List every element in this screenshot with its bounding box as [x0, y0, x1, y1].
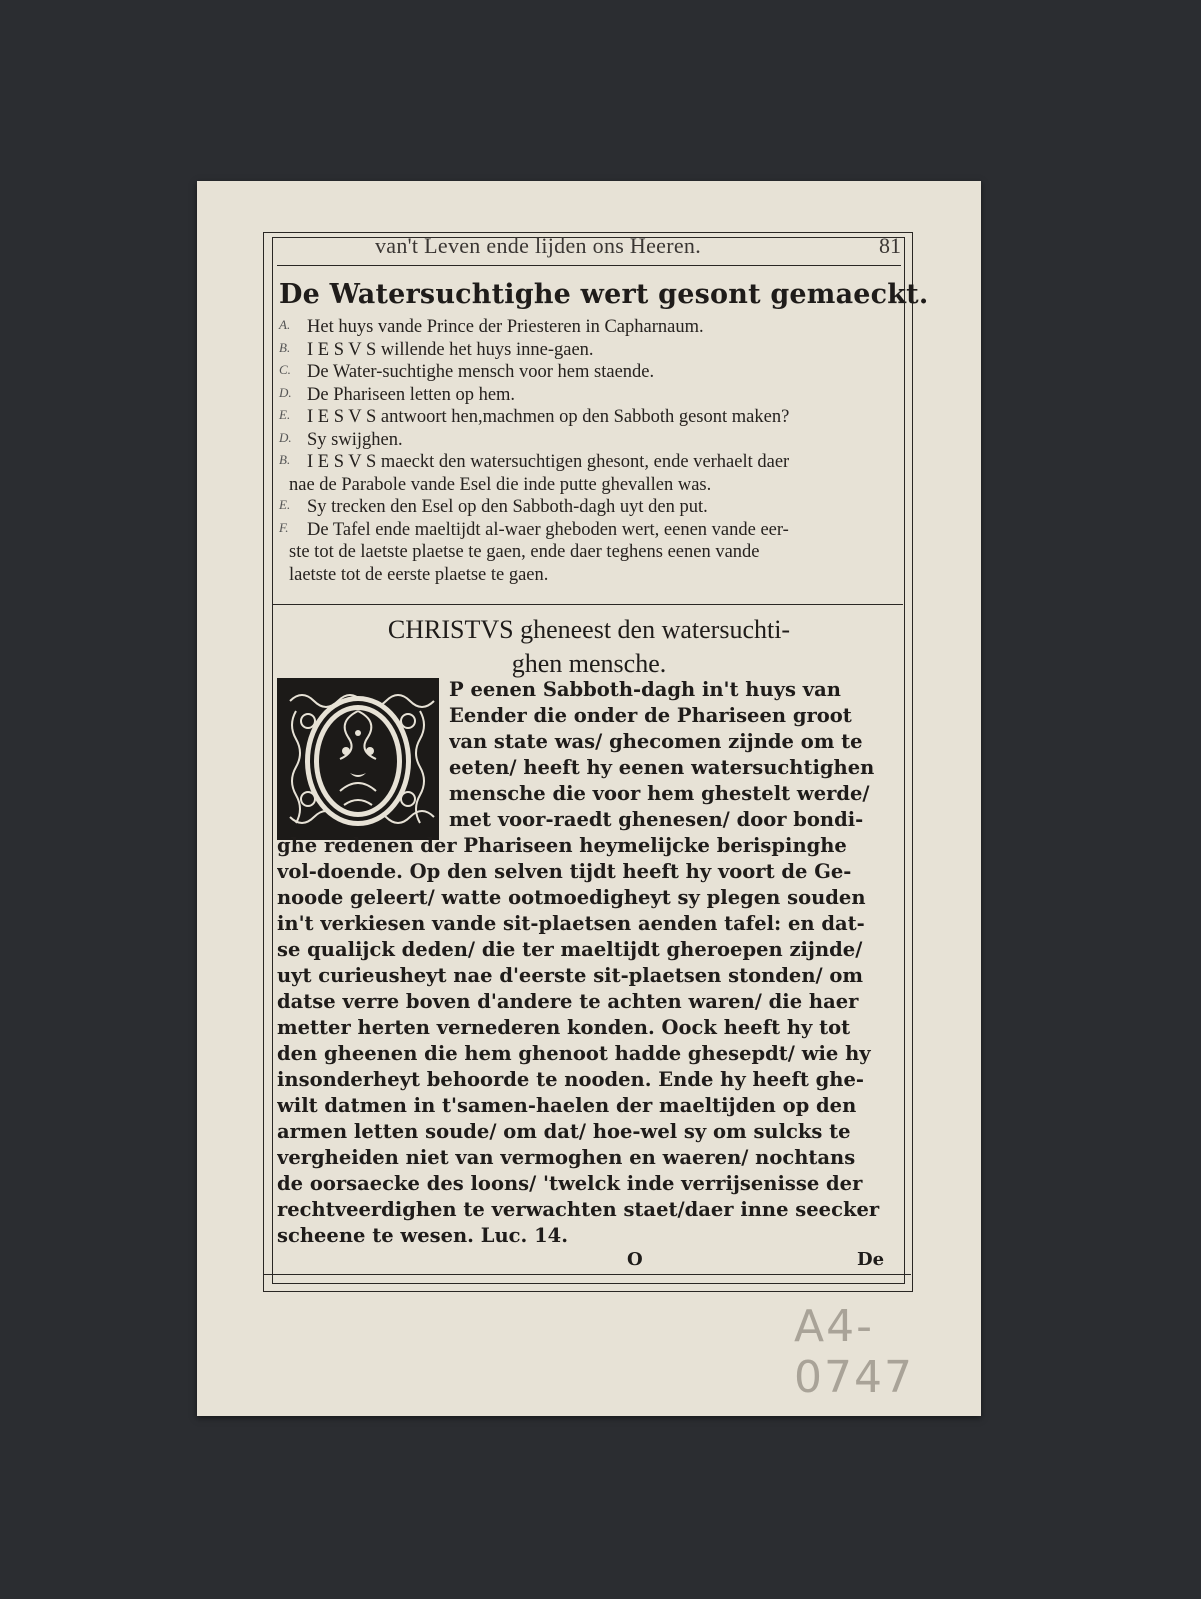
chapter-headline: De Watersuchtighe wert gesont gemaeckt. — [279, 279, 929, 310]
legend-key: B. — [279, 339, 291, 355]
page-number: 81 — [879, 233, 901, 258]
legend-item — [279, 407, 899, 430]
body-line: scheene te wesen. Luc. 14. — [277, 1224, 569, 1247]
legend-text: ste tot de laetste plaetse te gaen, ende daer teghens eenen vande — [289, 542, 760, 562]
body-line: in't verkiesen vande sit-plaetsen aenden tafel: en dat- — [277, 912, 865, 935]
body-line: ghe redenen der Phariseen heymelijcke berispinghe — [277, 834, 847, 857]
body-line: rechtveerdighen te verwachten staet/daer inne seecker — [277, 1198, 880, 1221]
legend-text: nae de Parabole vande Esel die inde putte ghevallen was. — [289, 474, 712, 495]
running-title: van't Leven ende lijden ons Heeren. — [375, 233, 702, 258]
legend-text: I E S V S antwoort hen,machmen op den Sabboth gesont maken? — [307, 407, 790, 427]
legend-item — [279, 385, 899, 408]
section-rule — [273, 604, 903, 605]
legend-item — [279, 317, 899, 340]
legend-key: F. — [279, 519, 289, 535]
body-line: metter herten vernederen konden. Oock heeft hy tot — [277, 1016, 851, 1039]
body-line: de oorsaecke des loons/ 'twelck inde verrijsenisse der — [277, 1172, 863, 1195]
legend-item — [279, 340, 899, 363]
body-line: armen letten soude/ om dat/ hoe-wel sy om sulcks te — [277, 1120, 851, 1143]
legend-item — [279, 520, 899, 543]
book-page — [197, 181, 981, 1416]
body-line: van state was/ ghecomen zijnde om te — [449, 730, 863, 753]
body-line: datse verre boven d'andere te achten waren/ die haer — [277, 990, 859, 1013]
legend-item — [279, 542, 899, 565]
legend-text: laetste tot de eerste plaetse te gaen. — [289, 564, 549, 585]
legend-text: I E S V S maeckt den watersuchtigen ghesont, ende verhaelt daer — [307, 452, 790, 472]
section-heading-line-2: ghen mensche. — [511, 649, 667, 678]
body-line: vol-doende. Op den selven tijdt heeft hy voort de Ge- — [277, 860, 852, 883]
body-line: uyt curieusheyt nae d'eerste sit-plaetsen stonden/ om — [277, 964, 864, 987]
body-line: vergheiden niet van vermoghen en waeren/ nochtans — [277, 1146, 856, 1169]
body-line: eeten/ heeft hy eenen watersuchtighen — [449, 756, 875, 779]
legend-text: De Tafel ende maeltijdt al-waer gheboden wert, eenen vande eer- — [307, 519, 789, 540]
body-line: wilt datmen in t'samen-haelen der maeltijden op den — [277, 1094, 857, 1117]
footer-rule — [263, 1274, 911, 1275]
legend-key: E. — [279, 407, 291, 422]
body-line: noode geleert/ watte ootmoedigheyt sy plegen souden — [277, 886, 866, 909]
legend-item — [279, 475, 899, 498]
body-line: Eender die onder de Phariseen groot — [449, 704, 852, 727]
legend-text: I E S V S willende het huys inne-gaen. — [307, 339, 594, 360]
signature-mark: O — [627, 1249, 643, 1270]
legend-key: C. — [279, 362, 291, 377]
section-heading-line-1: CHRISTVS gheneest den watersuchti- — [387, 615, 791, 644]
legend-text: Het huys vande Prince der Priesteren in Capharnaum. — [307, 317, 704, 337]
catchword: De — [857, 1249, 885, 1270]
running-header — [197, 233, 981, 261]
legend-key: A. — [279, 317, 291, 332]
legend-text: Sy trecken den Esel op den Sabboth-dagh uyt den put. — [307, 497, 708, 517]
body-line: met voor-raedt ghenesen/ door bondi- — [449, 808, 864, 831]
body-text — [277, 677, 901, 1249]
legend-item — [279, 452, 899, 475]
body-line: den gheenen die hem ghenoot hadde ghesepdt/ wie hy — [277, 1042, 871, 1065]
legend-key: D. — [279, 384, 292, 400]
legend-item — [279, 565, 899, 588]
accession-number: A4-0747 — [794, 1301, 914, 1403]
legend-key: E. — [279, 497, 291, 512]
header-rule — [277, 265, 901, 266]
section-heading — [277, 613, 901, 681]
body-line: P eenen Sabboth-dagh in't huys van — [449, 678, 841, 701]
plate-legend — [279, 317, 899, 587]
legend-key: D. — [279, 429, 292, 445]
legend-item — [279, 430, 899, 453]
legend-text: De Phariseen letten op hem. — [307, 384, 516, 405]
legend-text: Sy swijghen. — [307, 429, 403, 450]
body-line: se qualijck deden/ die ter maeltijdt gheroepen zijnde/ — [277, 938, 863, 961]
legend-text: De Water-suchtighe mensch voor hem staende. — [307, 362, 655, 382]
legend-item — [279, 362, 899, 385]
body-line: insonderheyt behoorde te nooden. Ende hy heeft ghe- — [277, 1068, 864, 1091]
legend-key: B. — [279, 452, 291, 467]
legend-item — [279, 497, 899, 520]
body-line: mensche die voor hem ghestelt werde/ — [449, 782, 870, 805]
